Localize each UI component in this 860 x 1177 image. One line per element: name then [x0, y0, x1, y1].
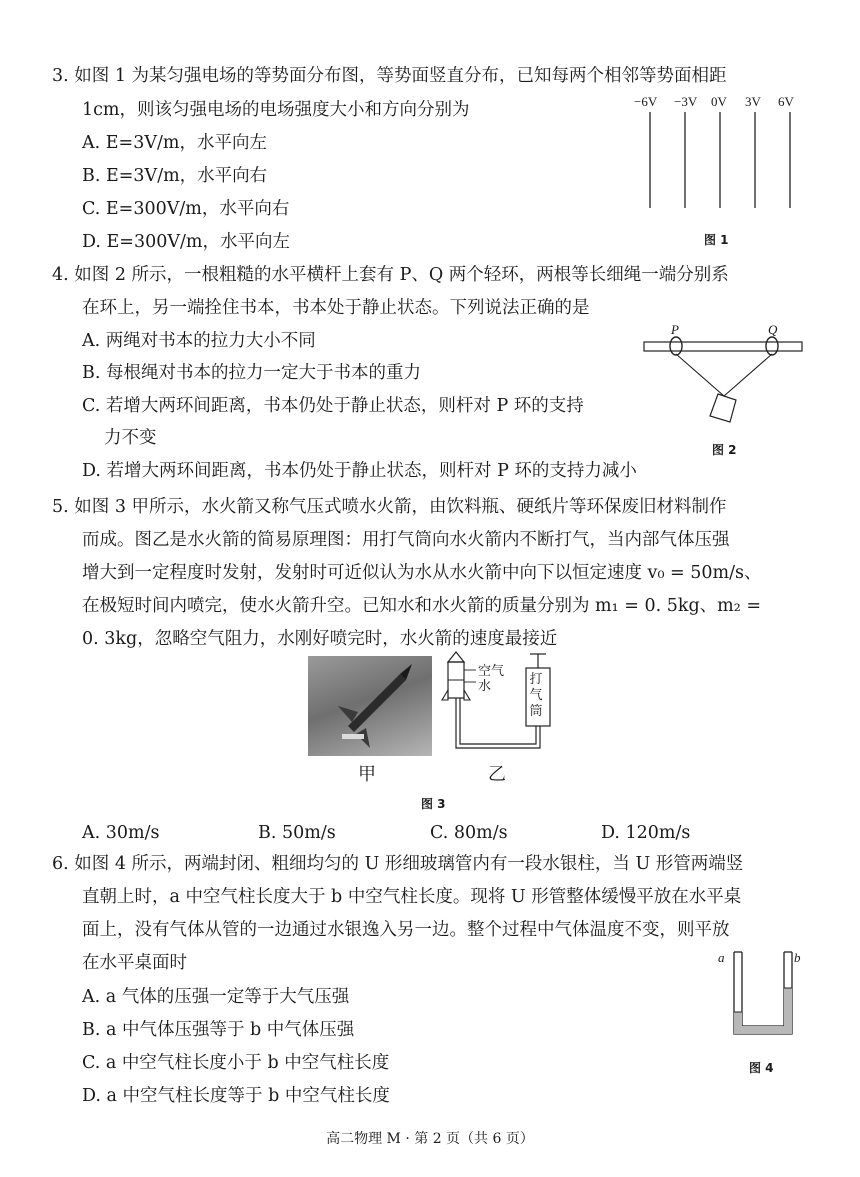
water-rocket-photo	[308, 656, 432, 756]
ring-q-label: Q	[768, 322, 778, 337]
u-tube-inner	[742, 952, 784, 1026]
rope-right	[724, 354, 772, 396]
q4-option-c-cont: 力不变	[104, 428, 157, 448]
potential-label-5: 6V	[778, 94, 794, 109]
q6-option-a: A. a 气体的压强一定等于大气压强	[82, 987, 350, 1007]
potential-label-1: −6V	[634, 94, 658, 109]
q6-stem-line1: 如图 4 所示，两端封闭、粗细均匀的 U 形细玻璃管内有一段水银柱，当 U 形管两端竖	[74, 854, 744, 874]
q6-option-b: B. a 中气体压强等于 b 中气体压强	[82, 1020, 355, 1040]
water-label: 水	[478, 678, 492, 693]
page-footer: 高二物理 M · 第 2 页（共 6 页）	[326, 1131, 534, 1147]
u-tube-outer	[734, 952, 792, 1034]
q5-stem-line2: 而成。图乙是水火箭的简易原理图：用打气筒向水火箭内不断打气，当内部气体压强	[82, 530, 730, 550]
figure-1-caption: 图 1	[704, 233, 729, 247]
potential-label-4: 3V	[745, 94, 761, 109]
equipotential-lines	[640, 112, 800, 212]
q4-option-c: C. 若增大两环间距离，书本仍处于静止状态，则杆对 P 环的支持	[82, 396, 584, 416]
q5-stem-line1: 如图 3 甲所示，水火箭又称气压式喷水火箭，由饮料瓶、硬纸片等环保废旧材料制作	[74, 497, 727, 517]
q5-option-a: A. 30m/s	[82, 823, 160, 843]
q3-option-d: D. E=300V/m，水平向左	[82, 232, 291, 252]
ring-p-label: P	[671, 322, 679, 337]
q3-option-b: B. E=3V/m，水平向右	[82, 166, 268, 186]
q5-stem-line4: 在极短时间内喷完，使水火箭升空。已知水和水火箭的质量分别为 m₁ = 0. 5kg、m₂ =	[82, 596, 761, 616]
u-tube-diagram	[728, 950, 798, 1040]
rope-left	[676, 354, 724, 396]
q3-option-a: A. E=3V/m，水平向左	[82, 133, 267, 153]
rocket-fin-right	[464, 690, 470, 700]
label-jia: 甲	[358, 764, 376, 785]
q6-stem-line3: 面上，没有气体从管的一边通过水银逸入另一边。整个过程中气体温度不变，则平放	[82, 920, 730, 940]
pump-label-char: 筒	[529, 704, 543, 719]
mercury-column	[734, 988, 792, 1034]
q6-stem-line2: 直朝上时，a 中空气柱长度大于 b 中空气柱长度。现将 U 形管整体缓慢平放在水平桌	[82, 887, 742, 907]
q5-option-b: B. 50m/s	[258, 823, 336, 843]
q4-option-d: D. 若增大两环间距离，书本仍处于静止状态，则杆对 P 环的支持力减小	[82, 461, 637, 481]
q4-stem-line1: 如图 2 所示，一根粗糙的水平横杆上套有 P、Q 两个轻环，两根等长细绳一端分别系	[74, 265, 729, 285]
q6-stem-line4: 在水平桌面时	[82, 953, 187, 973]
q3-stem-line2: 1cm，则该匀强电场的电场强度大小和方向分别为	[82, 100, 470, 120]
label-yi: 乙	[488, 764, 506, 785]
pump-label-char: 打	[529, 672, 543, 687]
rod-rings-book-diagram	[640, 330, 810, 430]
q5-option-c: C. 80m/s	[430, 823, 508, 843]
pump-label-char: 气	[529, 688, 543, 703]
air-label: 空气	[478, 663, 505, 678]
q4-number: 4.	[52, 265, 69, 285]
q4-option-b: B. 每根绳对书本的拉力一定大于书本的重力	[82, 363, 421, 383]
tube-a-label: a	[718, 950, 725, 965]
rocket-icon	[308, 656, 432, 756]
q3-option-c: C. E=300V/m，水平向右	[82, 199, 290, 219]
q5-number: 5.	[52, 497, 69, 517]
q6-option-c: C. a 中空气柱长度小于 b 中空气柱长度	[82, 1053, 390, 1073]
q4-option-a: A. 两绳对书本的拉力大小不同	[82, 331, 316, 351]
q5-stem-line5: 0. 3kg，忽略空气阻力，水刚好喷完时，水火箭的速度最接近	[82, 629, 558, 649]
q5-option-d: D. 120m/s	[601, 823, 691, 843]
potential-label-3: 0V	[711, 94, 727, 109]
pump-label	[529, 672, 543, 720]
q6-option-d: D. a 中空气柱长度等于 b 中空气柱长度	[82, 1086, 390, 1106]
connecting-tube	[456, 698, 540, 748]
figure-4-caption: 图 4	[749, 1061, 774, 1075]
q4-stem-line2: 在环上，另一端拴住书本，书本处于静止状态。下列说法正确的是	[82, 298, 590, 318]
tube-b-label: b	[794, 950, 801, 965]
q6-number: 6.	[52, 854, 69, 874]
potential-label-2: −3V	[674, 94, 698, 109]
figure-3-caption: 图 3	[421, 797, 446, 811]
q5-stem-line3: 增大到一定程度时发射，发射时可近似认为水从水火箭中向下以恒定速度 v₀ = 50m/s、	[82, 563, 762, 583]
figure-2-caption: 图 2	[712, 443, 737, 457]
book	[710, 394, 736, 422]
rocket-fin-left	[442, 690, 448, 700]
q3-stem-line1: 如图 1 为某匀强电场的等势面分布图，等势面竖直分布，已知每两个相邻等势面相距	[74, 66, 727, 86]
rocket-nose	[448, 652, 464, 662]
q3-number: 3.	[52, 66, 69, 86]
